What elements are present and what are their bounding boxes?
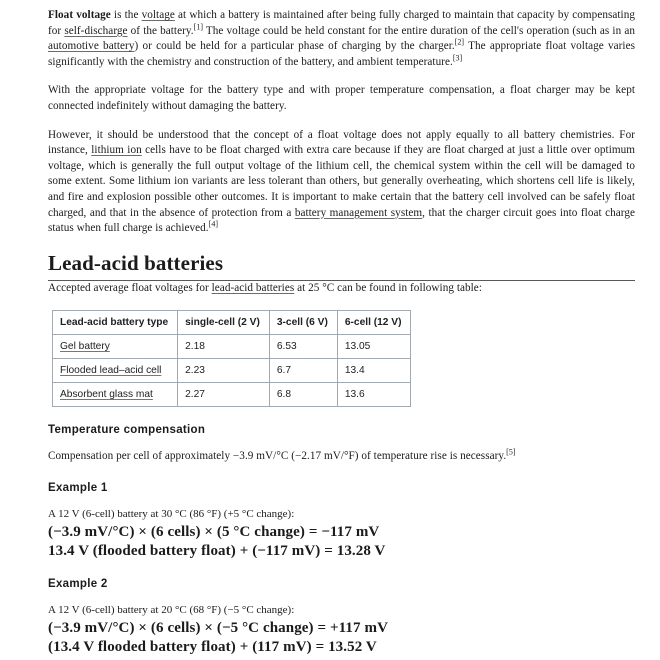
example-1-intro: A 12 V (6-cell) battery at 30 °C (86 °F) (+5 °C change): <box>48 507 295 520</box>
cell-6-cell: 13.05 <box>337 335 411 359</box>
reference-marker-2[interactable]: [2] <box>454 37 465 47</box>
paragraph-float-charger: With the appropriate voltage for the battery type and with proper temperature compensation, a float charger may be kept connected indefinitely without damaging the battery. <box>48 84 635 112</box>
cell-single-cell: 2.18 <box>178 335 270 359</box>
table-row <box>53 383 411 407</box>
link-gel-battery[interactable]: Gel battery <box>60 341 110 353</box>
table-row <box>53 359 411 383</box>
cell-3-cell: 6.7 <box>269 359 337 383</box>
subheading-temperature-compensation: Temperature compensation <box>48 424 206 437</box>
paragraph-table-intro: Accepted average float voltages for lead-acid batteries at 25 °C can be found in following table: <box>48 281 482 294</box>
cell-3-cell: 6.8 <box>269 383 337 407</box>
wiki-link-automotive-battery[interactable]: automotive battery <box>48 40 135 53</box>
wiki-link-lithium-ion[interactable]: lithium ion <box>91 144 142 157</box>
cell-battery-type <box>53 383 178 407</box>
cell-single-cell: 2.27 <box>178 383 270 407</box>
subheading-example-1: Example 1 <box>48 481 108 494</box>
link-absorbent-glass-mat[interactable]: Absorbent glass mat <box>60 389 153 401</box>
cell-battery-type <box>53 359 178 383</box>
link-flooded-lead-acid-cell[interactable]: Flooded lead–acid cell <box>60 365 162 377</box>
wiki-link-lead-acid-batteries[interactable]: lead-acid batteries <box>211 281 295 294</box>
example-1-equation-2: 13.4 V (flooded battery float) + (−117 mV) = 13.28 V <box>48 542 386 559</box>
compensation-text: Compensation per cell of approximately −3.9 mV/°C (−2.17 mV/°F) of temperature rise is necessary. <box>48 450 507 463</box>
paragraph-compensation <box>48 449 635 465</box>
bold-term: Float voltage <box>48 9 111 21</box>
wiki-link-self-discharge[interactable]: self-discharge <box>64 24 128 37</box>
section-heading-lead-acid: Lead-acid batteries <box>48 250 635 281</box>
table-head <box>53 311 411 335</box>
column-header-single-cell: single-cell (2 V) <box>178 311 270 335</box>
example-1-equation-1: (−3.9 mV/°C) × (6 cells) × (5 °C change) = −117 mV <box>48 523 380 540</box>
example-2-intro: A 12 V (6-cell) battery at 20 °C (68 °F) (−5 °C change): <box>48 603 295 616</box>
subheading-example-2: Example 2 <box>48 577 108 590</box>
table-header-row <box>53 311 411 335</box>
example-1-block <box>48 507 635 561</box>
cell-single-cell: 2.23 <box>178 359 270 383</box>
example-2-block <box>48 603 635 657</box>
cell-3-cell: 6.53 <box>269 335 337 359</box>
table-body <box>53 335 411 407</box>
column-header-3-cell: 3-cell (6 V) <box>269 311 337 335</box>
reference-marker-5[interactable]: [5] <box>506 447 516 457</box>
wiki-link-voltage[interactable]: voltage <box>141 9 175 21</box>
column-header-6-cell: 6-cell (12 V) <box>337 311 411 335</box>
column-header-battery-type: Lead-acid battery type <box>53 311 178 335</box>
example-2-equation-2: (13.4 V flooded battery float) + (117 mV) = 13.52 V <box>48 638 377 655</box>
wiki-link-battery-management-system[interactable]: battery management system <box>294 206 423 219</box>
float-voltage-table <box>52 310 411 407</box>
cell-6-cell: 13.6 <box>337 383 411 407</box>
table-row <box>53 335 411 359</box>
cell-6-cell: 13.4 <box>337 359 411 383</box>
reference-marker-4[interactable]: [4] <box>208 219 218 229</box>
paragraph-lithium-ion: However, it should be understood that the concept of a float voltage does not apply equally to all battery chemistries. For instance, lithium ion cells have to be float charged with extra care because if they are float charged at just a little over optimum voltage, which is generally the full output voltage of the lithium cell, the chemical system within the cell will be damaged to some extent. Some lithium ion variants are less tolerant than others, but generally overheating, which shortens cell life is likely, and fire and explosion possible other outcomes. It is important to make certain that the battery cell involved can be safely float charged, and that in the absence of protection from a battery management system, that the charger circuit goes into float charge status when full charge is achieved.[4] <box>48 128 636 235</box>
example-2-equation-1: (−3.9 mV/°C) × (6 cells) × (−5 °C change) = +117 mV <box>48 619 388 636</box>
cell-battery-type <box>53 335 178 359</box>
paragraph-intro: Float voltage is the voltage at which a battery is maintained after being fully charged to maintain that capacity by compensating for self-discharge of the battery.[1] The voltage could be held constant for the entire duration of the cell's operation (such as in an automotive battery) or could be held for a particular phase of charging by the charger.[2] The appropriate float voltage varies significantly with the chemistry and construction of the battery, and ambient temperature.[3] <box>48 9 636 68</box>
reference-marker-3[interactable]: [3] <box>452 53 463 63</box>
article-body <box>48 8 635 657</box>
reference-marker-1[interactable]: [1] <box>193 21 203 31</box>
